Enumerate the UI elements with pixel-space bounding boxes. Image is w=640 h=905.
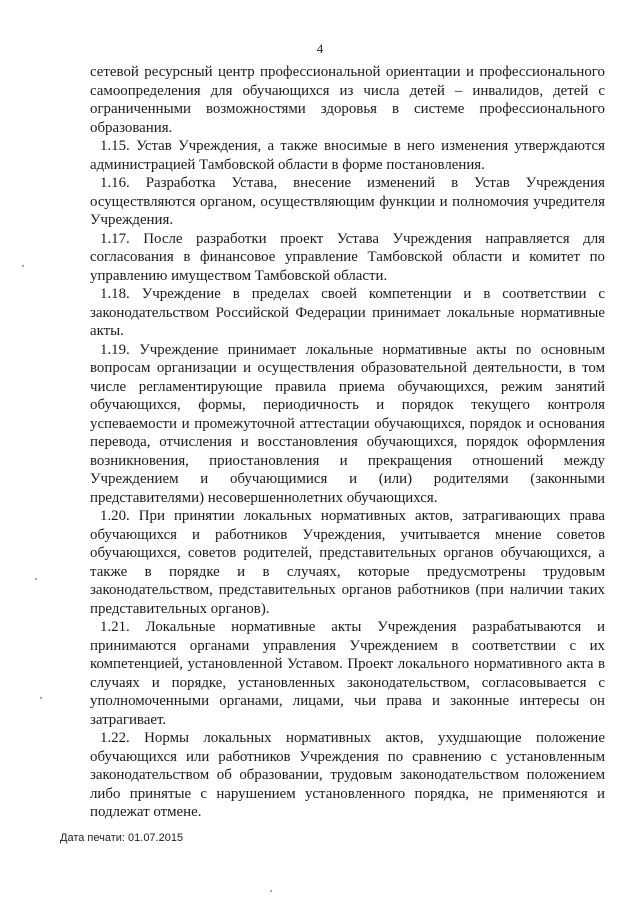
page-number: 4	[316, 41, 324, 56]
scan-speck	[35, 578, 37, 580]
paragraph-1-16: 1.16. Разработка Устава, внесение изменений в Устав Учреждения осуществляются органом, осуществляющим функции и полномочия учредителя Учреждения.	[90, 175, 605, 228]
scan-speck	[22, 265, 24, 267]
scan-speck	[40, 697, 42, 699]
print-date: Дата печати: 01.07.2015	[60, 832, 184, 844]
document-body	[90, 63, 605, 822]
paragraph-1-22: 1.22. Нормы локальных нормативных актов, ухудшающие положение обучающихся или работников Учреждения по сравнению с установленным законодательством об образовании, трудовым законодательством положением либо принятые с нарушением установленного порядка, не применяются и подлежат отмене.	[90, 730, 605, 820]
paragraph-1-18: 1.18. Учреждение в пределах своей компетенции и в соответствии с законодательством Российской Федерации принимает локальные нормативные акты.	[90, 286, 605, 339]
paragraph-1-20: 1.20. При принятии локальных нормативных актов, затрагивающих права обучающихся и работников Учреждения, учитывается мнение советов обучающихся, советов родителей, представительных органов обучающихся, а также в порядке и в случаях, которые предусмотрены трудовым законодательством, представительных органов работников (при наличии таких представительных органов).	[90, 508, 605, 617]
scan-speck	[270, 890, 272, 892]
paragraph-continuation: сетевой ресурсный центр профессиональной ориентации и профессионального самоопределения для обучающихся из числа детей – инвалидов, детей с ограниченными возможностями здоровья в системе профессионального образования.	[90, 64, 605, 136]
paragraph-1-17: 1.17. После разработки проект Устава Учреждения направляется для согласования в финансовое управление Тамбовской области и комитет по управлению имуществом Тамбовской области.	[90, 230, 605, 284]
paragraph-1-15: 1.15. Устав Учреждения, а также вносимые в него изменения утверждаются администрацией Тамбовской области в форме постановления.	[90, 138, 605, 173]
paragraph-1-19: 1.19. Учреждение принимает локальные нормативные акты по основным вопросам организации и осуществления образовательной деятельности, в том числе регламентирующие правила приема обучающихся, режим занятий обучающихся, формы, периодичность и порядок текущего контроля успеваемости и промежуточной аттестации обучающихся, порядок и основания перевода, отчисления и восстановления обучающихся, порядок оформления возникновения, приостановления и прекращения отношений между Учреждением и обучающимися и (или) родителями (законными представителями) несовершеннолетних обучающихся.	[90, 341, 605, 506]
paragraph-1-21: 1.21. Локальные нормативные акты Учреждения разрабатываются и принимаются органами управления Учреждением в соответствии с их компетенцией, установленной Уставом. Проект локального нормативного акта в случаях и порядке, установленных законодательством, согласовывается с уполномоченными органами, лицами, чьи права и законные интересы он затрагивает.	[90, 619, 605, 728]
